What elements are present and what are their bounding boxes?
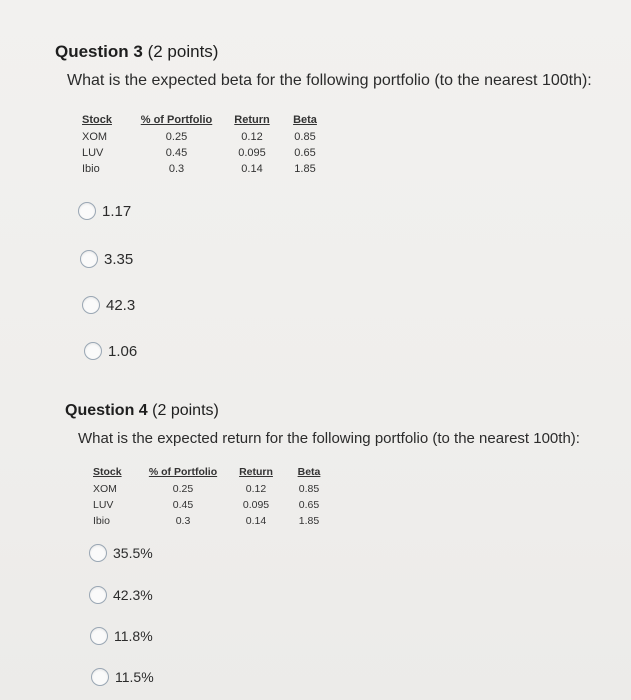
table-header-row: [93, 466, 329, 481]
cell-portfolio: 0.45: [172, 499, 194, 511]
q4-option-1[interactable]: [89, 544, 153, 562]
cell-stock: XOM: [82, 131, 108, 143]
cell-stock: Ibio: [82, 163, 100, 175]
table-row: [93, 497, 329, 513]
table-header-row: [82, 114, 325, 129]
question-4-prompt: What is the expected return for the following portfolio (to the nearest 100th):: [78, 430, 580, 447]
cell-beta: 0.65: [294, 147, 316, 159]
q4-option-4[interactable]: [91, 668, 154, 686]
table-row: [82, 161, 325, 177]
header-stock: Stock: [82, 114, 112, 126]
header-beta: Beta: [293, 114, 317, 126]
q4-option-2[interactable]: [89, 586, 153, 604]
cell-portfolio: 0.45: [165, 147, 188, 159]
cell-portfolio: 0.3: [175, 515, 191, 527]
q3-option-1[interactable]: [78, 202, 131, 220]
cell-return: 0.095: [242, 499, 270, 511]
cell-stock: Ibio: [93, 515, 110, 527]
header-return: Return: [234, 114, 270, 126]
question-4: [65, 402, 580, 447]
question-3-number: Question 3: [55, 42, 143, 61]
cell-beta: 1.85: [298, 515, 320, 527]
cell-portfolio: 0.25: [172, 483, 194, 495]
cell-beta: 0.85: [298, 483, 320, 495]
cell-portfolio: 0.25: [165, 131, 188, 143]
question-3-table: [82, 114, 325, 177]
cell-portfolio: 0.3: [168, 163, 185, 175]
question-4-number: Question 4: [65, 402, 148, 419]
q3-option-3[interactable]: [82, 296, 135, 314]
q3-option-2[interactable]: [80, 250, 133, 268]
cell-stock: LUV: [82, 147, 104, 159]
question-3-prompt: What is the expected beta for the following portfolio (to the nearest 100th):: [67, 72, 592, 89]
table-row: [82, 129, 325, 145]
cell-beta: 1.85: [294, 163, 316, 175]
option-label: 42.3: [106, 296, 136, 314]
q4-option-3[interactable]: [90, 627, 153, 645]
question-4-points: (2 points): [152, 402, 219, 419]
cell-return: 0.12: [245, 483, 267, 495]
radio-button[interactable]: [89, 544, 107, 562]
option-label: 3.35: [104, 250, 134, 268]
table-row: [82, 145, 325, 161]
header-portfolio: % of Portfolio: [140, 114, 213, 126]
cell-stock: XOM: [93, 483, 117, 495]
option-label: 11.8%: [114, 628, 153, 644]
header-stock: Stock: [93, 466, 122, 478]
question-3-points: (2 points): [147, 42, 219, 61]
radio-button[interactable]: [80, 250, 98, 268]
cell-return: 0.095: [238, 147, 266, 159]
question-4-table: [93, 466, 329, 529]
radio-button[interactable]: [82, 296, 100, 314]
radio-button[interactable]: [89, 586, 107, 604]
table-row: [93, 513, 329, 529]
question-3-title: [55, 42, 592, 62]
header-beta: Beta: [297, 466, 321, 478]
cell-return: 0.14: [245, 515, 267, 527]
question-4-title: [65, 402, 580, 420]
q3-option-4[interactable]: [84, 342, 137, 360]
question-3: [55, 42, 592, 90]
table-row: [93, 481, 329, 497]
header-return: Return: [239, 466, 273, 478]
radio-button[interactable]: [84, 342, 102, 360]
option-label: 11.5%: [115, 669, 154, 685]
radio-button[interactable]: [90, 627, 108, 645]
radio-button[interactable]: [78, 202, 96, 220]
radio-button[interactable]: [91, 668, 109, 686]
option-label: 1.06: [108, 342, 138, 360]
cell-stock: LUV: [93, 499, 114, 511]
cell-beta: 0.85: [294, 131, 316, 143]
option-label: 42.3%: [113, 587, 153, 603]
cell-return: 0.12: [241, 131, 263, 143]
cell-return: 0.14: [241, 163, 263, 175]
header-portfolio: % of Portfolio: [148, 466, 218, 478]
option-label: 35.5%: [113, 545, 153, 561]
cell-beta: 0.65: [298, 499, 320, 511]
option-label: 1.17: [102, 202, 132, 220]
